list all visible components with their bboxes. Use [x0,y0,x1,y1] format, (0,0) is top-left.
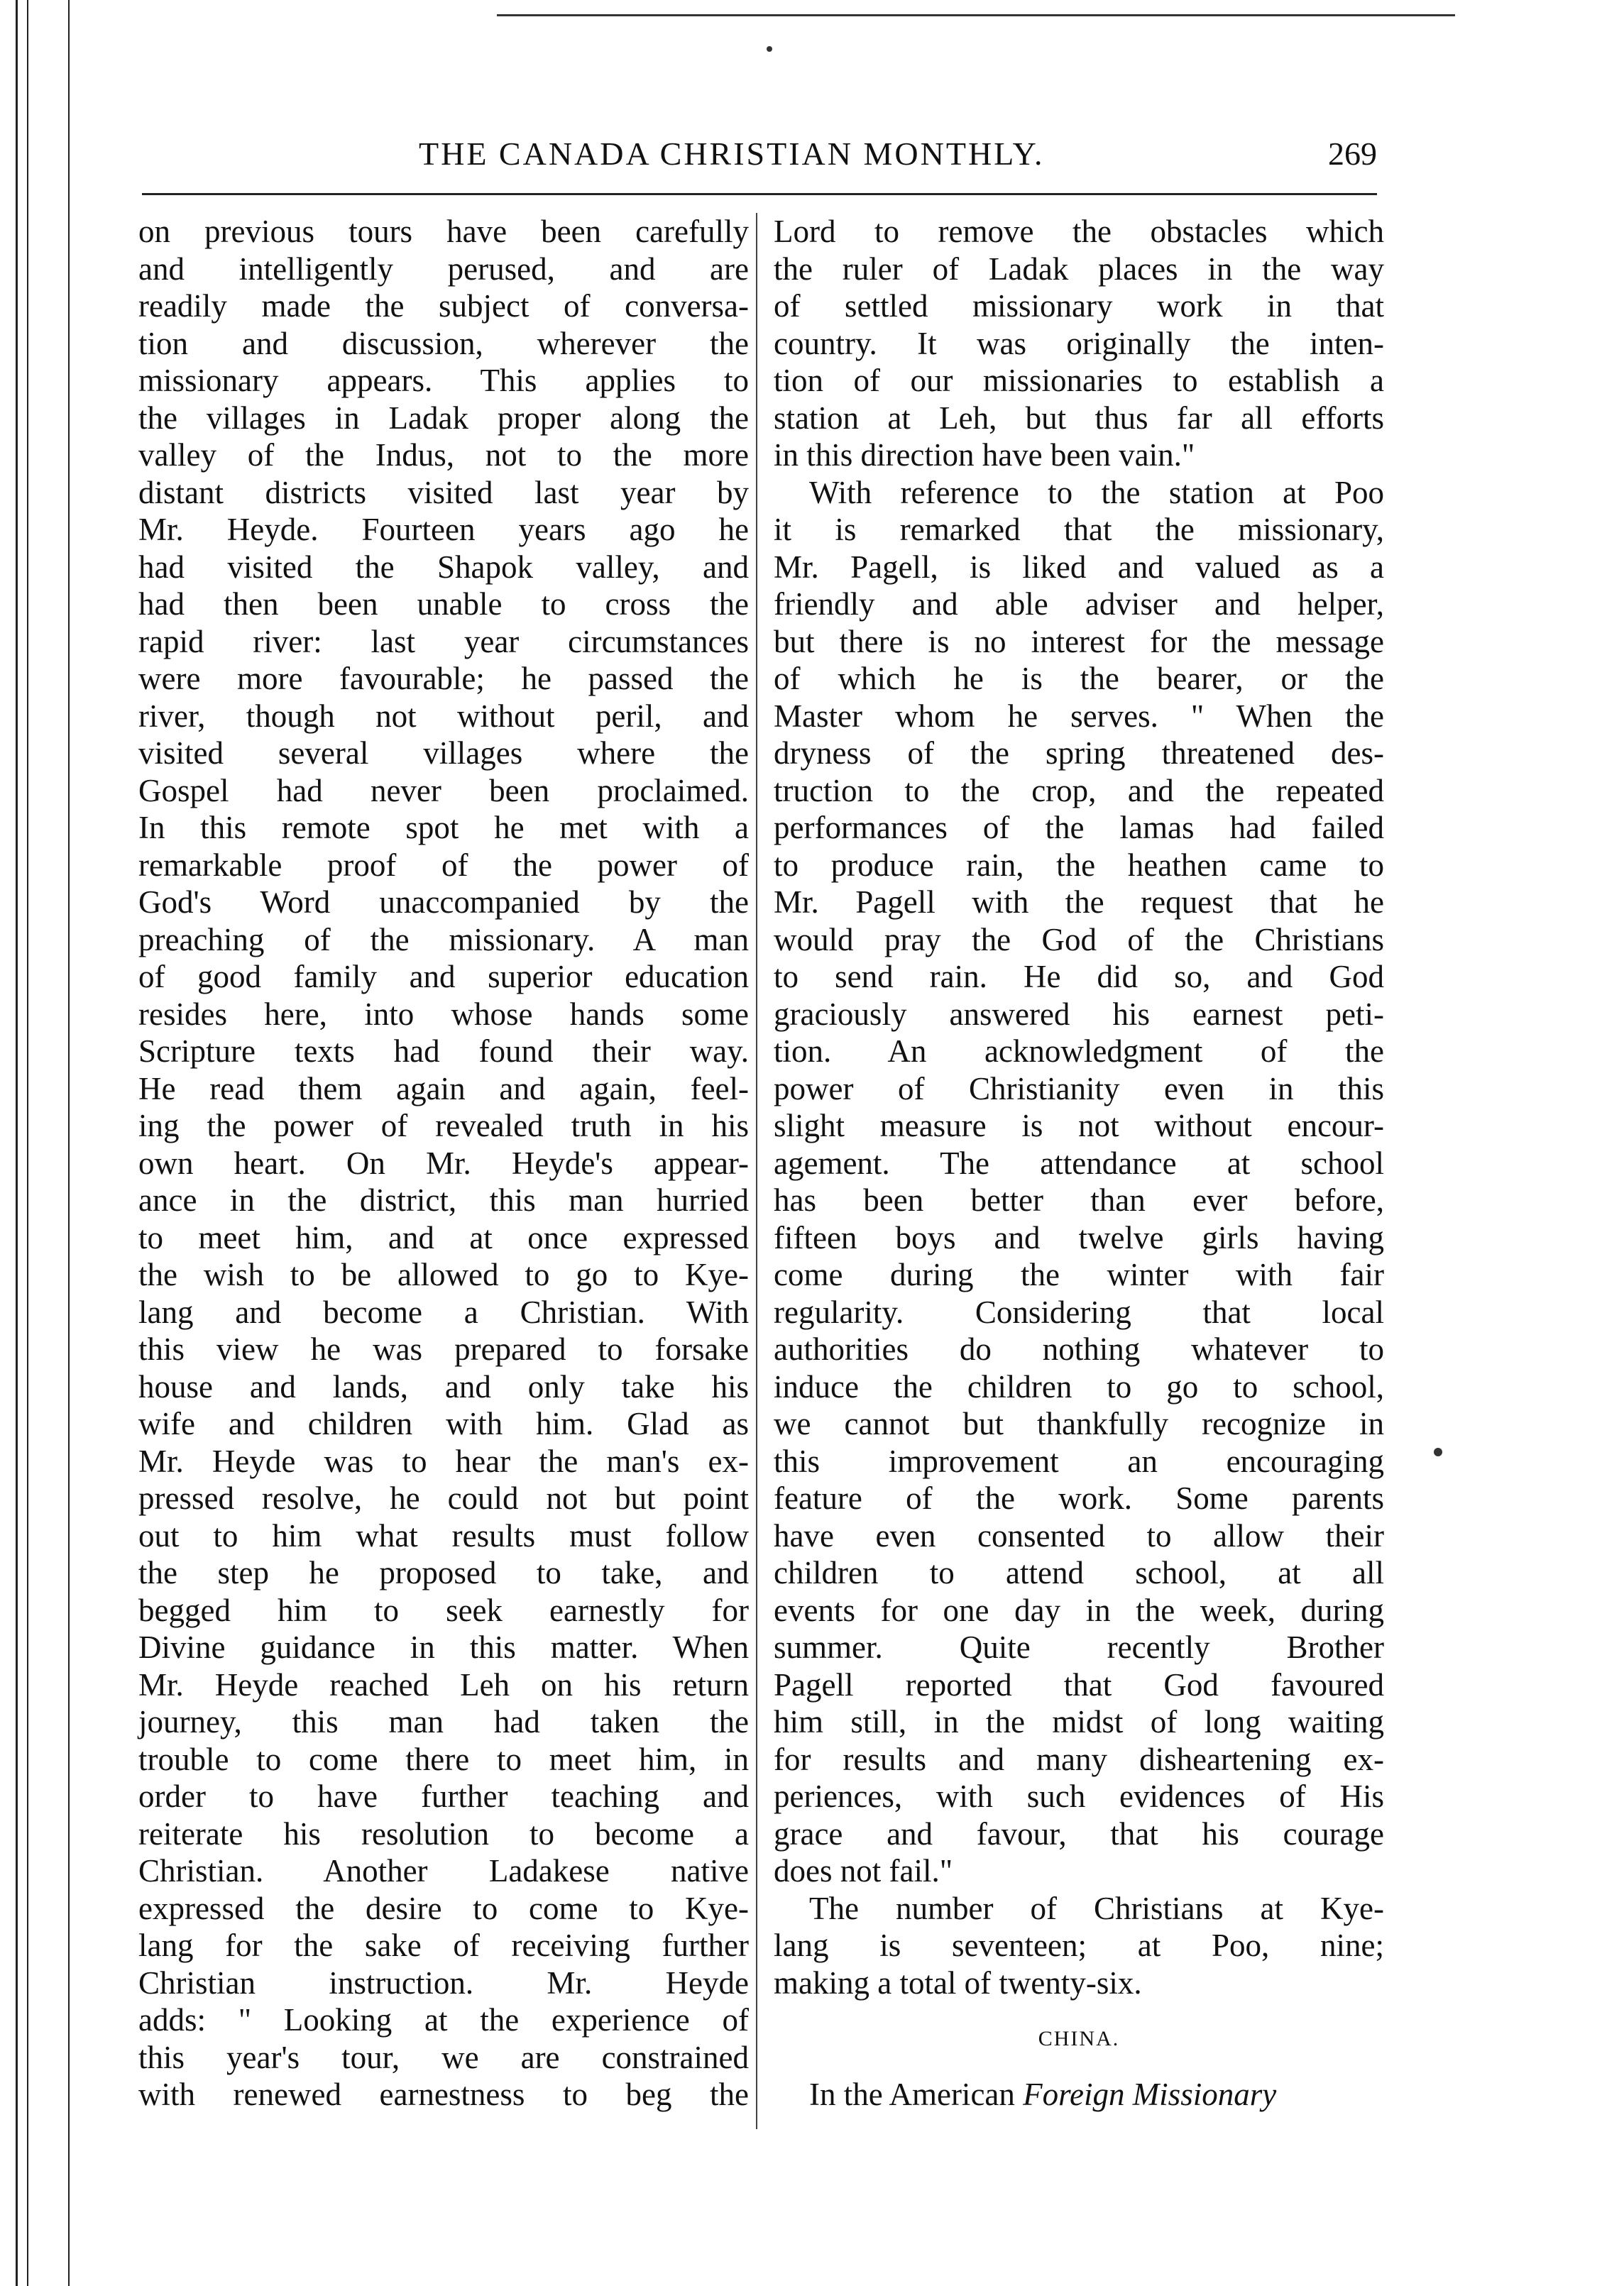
text-line: him still, in the midst of long waiting [774,1704,1384,1740]
text-line: river, though not without peril, and [138,698,749,734]
text-line: in this direction have been vain." [774,437,1195,473]
text-line: wife and children with him. Glad as [138,1406,749,1441]
text-line: this improvement an encouraging [774,1443,1384,1479]
text-line: authorities do nothing whatever to [774,1331,1384,1367]
text-line: the villages in Ladak proper along the [138,400,749,436]
text-line: Lord to remove the obstacles which [774,214,1384,249]
text-line: Mr. Pagell with the request that he [774,884,1384,920]
text-line: would pray the God of the Christians [774,921,1384,957]
text-line: fifteen boys and twelve girls having [774,1219,1384,1255]
text-line: pressed resolve, he could not but point [138,1480,749,1516]
text-line: feature of the work. Some parents [774,1480,1384,1516]
text-line: the ruler of Ladak places in the way [774,251,1384,287]
paragraph [774,1890,1384,2002]
text-line: begged him to seek earnestly for [138,1592,749,1628]
text-line: friendly and able adviser and helper, [774,586,1384,622]
text-line: lang is seventeen; at Poo, nine; [774,1928,1384,1963]
text-line: Gospel had never been proclaimed. [138,772,749,808]
text-line: missionary appears. This applies to [138,363,749,398]
text-line: slight measure is not without encour- [774,1108,1384,1143]
text-line: come during the winter with fair [774,1257,1384,1292]
text-line: performances of the lamas had failed [774,810,1384,845]
text-line: ing the power of revealed truth in his [138,1108,749,1143]
margin-rule-left [16,0,18,2286]
text-line: of good family and superior education [138,959,749,994]
text-line: Mr. Heyde was to hear the man's ex- [138,1443,749,1479]
journal-title: THE CANADA CHRISTIAN MONTHLY. [419,136,1045,172]
text-line: journey, this man had taken the [138,1704,749,1740]
text-line: with renewed earnestness to beg the [138,2077,749,2112]
text-line: With reference to the station at Poo [809,474,1384,510]
text-line: station at Leh, but thus far all efforts [774,400,1384,436]
text-line: Christian instruction. Mr. Heyde [138,1964,749,2001]
text-line: to send rain. He did so, and God [774,959,1384,994]
speck [1434,1448,1442,1456]
header-rule [142,193,1377,195]
paragraph [774,2076,1384,2114]
text-line: rapid river: last year circumstances [138,623,749,659]
text-line: it is remarked that the missionary, [774,512,1384,547]
text-line: has been better than ever before, [774,1182,1384,1218]
text-line: country. It was originally the inten- [774,325,1384,361]
text-line: events for one day in the week, during [774,1592,1384,1628]
text-line: this year's tour, we are constrained [138,2039,749,2075]
text-line: adds: " Looking at the experience of [138,2002,749,2038]
paragraph [138,213,749,2114]
text-line: does not fail." [774,1853,953,1889]
text-line: readily made the subject of conversa- [138,288,749,324]
running-header [142,135,1377,192]
text-line: and intelligently perused, and are [138,251,749,287]
text-line: to produce rain, the heathen came to [774,847,1384,883]
text-line: this view he was prepared to forsake [138,1331,749,1367]
text-line: to meet him, and at once expressed [138,1219,749,1255]
margin-rule-left-3 [68,0,70,2286]
right-column [774,213,1384,2114]
text-line: periences, with such evidences of His [774,1779,1384,1814]
text-line: grace and favour, that his courage [774,1815,1384,1852]
text-line: Mr. Pagell, is liked and valued as a [774,549,1384,585]
text-line: were more favourable; he passed the [138,661,749,696]
text-line: God's Word unaccompanied by the [138,884,749,920]
text-line: The number of Christians at Kye- [809,1890,1384,1926]
text-line: ance in the district, this man hurried [138,1182,749,1218]
text-line: children to attend school, at all [774,1555,1384,1590]
text-line: dryness of the spring threatened des- [774,735,1384,771]
text-line: on previous tours have been carefully [138,214,749,249]
text-line: tion of our missionaries to establish a [774,363,1384,398]
text-line: Divine guidance in this matter. When [138,1630,749,1665]
page-number: 269 [1328,136,1377,172]
text-line: the wish to be allowed to go to Kye- [138,1257,749,1292]
text-line: preaching of the missionary. A man [138,921,749,957]
text-line: but there is no interest for the message [774,623,1384,659]
italic-text-run: Foreign Missionary [1023,2077,1277,2112]
text-line: had visited the Shapok valley, and [138,549,749,585]
text-line [774,2076,1384,2114]
text-line: the step he proposed to take, and [138,1555,749,1590]
text-line: have even consented to allow their [774,1517,1384,1554]
text-line: visited several villages where the [138,735,749,771]
text-line: Mr. Heyde. Fourteen years ago he [138,512,749,547]
text-line: summer. Quite recently Brother [774,1630,1384,1665]
text-line: lang and become a Christian. With [138,1294,749,1330]
text-run: In the American [809,2077,1015,2112]
text-line: own heart. On Mr. Heyde's appear- [138,1145,749,1181]
text-line: He read them again and again, feel- [138,1070,749,1106]
text-line: lang for the sake of receiving further [138,1928,749,1963]
text-line: agement. The attendance at school [774,1145,1384,1181]
left-column [138,213,749,2114]
section-heading: CHINA. [1038,2027,1120,2050]
text-line: for results and many disheartening ex- [774,1741,1384,1777]
text-line: tion and discussion, wherever the [138,325,749,361]
text-line: house and lands, and only take his [138,1368,749,1405]
text-line: power of Christianity even in this [774,1070,1384,1106]
text-line: regularity. Considering that local [774,1294,1384,1330]
text-line: Scripture texts had found their way. [138,1033,749,1069]
text-line: distant districts visited last year by [138,474,749,510]
top-rule [497,14,1455,16]
text-line: expressed the desire to come to Kye- [138,1890,749,1926]
text-line: of which he is the bearer, or the [774,661,1384,696]
text-line: of settled missionary work in that [774,288,1384,324]
paragraph [774,213,1384,474]
column-divider [756,213,757,2129]
margin-rule-left-2 [27,0,28,2286]
text-line: truction to the crop, and the repeated [774,772,1384,808]
text-line: remarkable proof of the power of [138,847,749,883]
text-line: valley of the Indus, not to the more [138,437,749,473]
paragraph [774,474,1384,1890]
text-line: Mr. Heyde reached Leh on his return [138,1666,749,1703]
text-line: out to him what results must follow [138,1517,749,1554]
text-line: reiterate his resolution to become a [138,1815,749,1852]
text-line: tion. An acknowledgment of the [774,1033,1384,1069]
text-line: graciously answered his earnest peti- [774,996,1384,1032]
speck [767,46,772,52]
text-line: In this remote spot he met with a [138,810,749,845]
text-line: Pagell reported that God favoured [774,1666,1384,1703]
text-line: making a total of twenty-six. [774,1964,1142,2001]
text-line: resides here, into whose hands some [138,996,749,1032]
text-line: Christian. Another Ladakese native [138,1853,749,1889]
text-line: order to have further teaching and [138,1779,749,1814]
text-line: trouble to come there to meet him, in [138,1741,749,1777]
text-line: induce the children to go to school, [774,1368,1384,1405]
text-line: had then been unable to cross the [138,586,749,622]
text-line: we cannot but thankfully recognize in [774,1406,1384,1441]
text-line: Master whom he serves. " When the [774,698,1384,734]
